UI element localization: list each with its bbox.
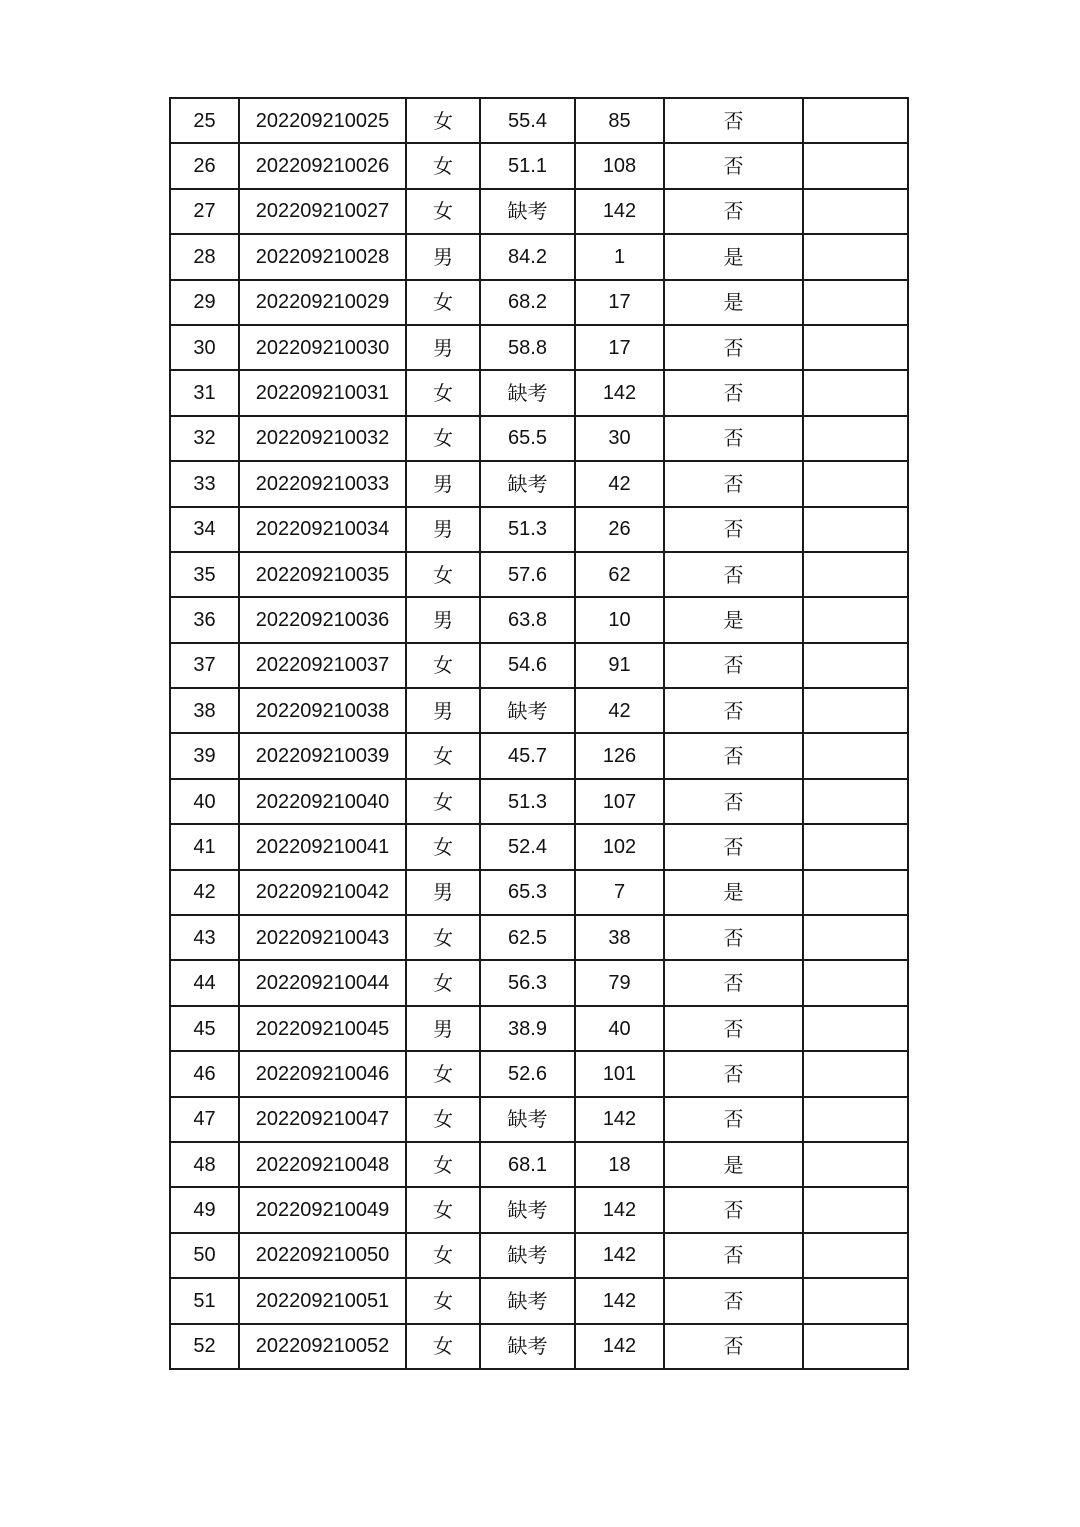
cell-gender: 女 (406, 1142, 480, 1187)
cell-rank: 10 (575, 597, 664, 642)
cell-qualified: 否 (664, 416, 803, 461)
cell-exam-id: 202209210052 (239, 1324, 406, 1369)
cell-score: 缺考 (480, 1278, 575, 1323)
cell-rank: 142 (575, 370, 664, 415)
cell-note (803, 507, 908, 552)
cell-gender: 女 (406, 143, 480, 188)
cell-note (803, 1324, 908, 1369)
table-row (170, 824, 908, 869)
cell-rank: 142 (575, 1187, 664, 1232)
cell-score: 缺考 (480, 688, 575, 733)
cell-exam-id: 202209210041 (239, 824, 406, 869)
cell-score: 45.7 (480, 733, 575, 778)
cell-exam-id: 202209210030 (239, 325, 406, 370)
cell-qualified: 否 (664, 189, 803, 234)
cell-score: 56.3 (480, 960, 575, 1005)
cell-exam-id: 202209210025 (239, 98, 406, 143)
cell-gender: 女 (406, 370, 480, 415)
table-row (170, 870, 908, 915)
cell-seq-no: 41 (170, 824, 239, 869)
cell-exam-id: 202209210028 (239, 234, 406, 279)
cell-note (803, 688, 908, 733)
cell-seq-no: 38 (170, 688, 239, 733)
cell-gender: 女 (406, 960, 480, 1005)
cell-qualified: 否 (664, 325, 803, 370)
cell-exam-id: 202209210044 (239, 960, 406, 1005)
cell-note (803, 234, 908, 279)
cell-rank: 142 (575, 1324, 664, 1369)
cell-gender: 男 (406, 688, 480, 733)
cell-exam-id: 202209210047 (239, 1097, 406, 1142)
cell-gender: 男 (406, 507, 480, 552)
cell-rank: 142 (575, 189, 664, 234)
cell-qualified: 是 (664, 870, 803, 915)
cell-seq-no: 44 (170, 960, 239, 1005)
cell-rank: 102 (575, 824, 664, 869)
cell-rank: 17 (575, 325, 664, 370)
cell-qualified: 否 (664, 915, 803, 960)
cell-exam-id: 202209210034 (239, 507, 406, 552)
cell-rank: 91 (575, 643, 664, 688)
cell-seq-no: 50 (170, 1233, 239, 1278)
cell-rank: 62 (575, 552, 664, 597)
cell-note (803, 733, 908, 778)
cell-note (803, 370, 908, 415)
cell-score: 缺考 (480, 370, 575, 415)
cell-note (803, 1278, 908, 1323)
cell-qualified: 是 (664, 1142, 803, 1187)
cell-gender: 女 (406, 1233, 480, 1278)
cell-gender: 男 (406, 234, 480, 279)
table-row (170, 779, 908, 824)
cell-exam-id: 202209210035 (239, 552, 406, 597)
cell-seq-no: 37 (170, 643, 239, 688)
cell-gender: 女 (406, 189, 480, 234)
cell-note (803, 280, 908, 325)
table-row (170, 688, 908, 733)
cell-seq-no: 47 (170, 1097, 239, 1142)
cell-exam-id: 202209210049 (239, 1187, 406, 1232)
cell-note (803, 597, 908, 642)
cell-exam-id: 202209210038 (239, 688, 406, 733)
cell-score: 缺考 (480, 1097, 575, 1142)
cell-exam-id: 202209210050 (239, 1233, 406, 1278)
table-row (170, 1187, 908, 1232)
cell-seq-no: 26 (170, 143, 239, 188)
cell-note (803, 643, 908, 688)
cell-qualified: 否 (664, 1278, 803, 1323)
cell-gender: 女 (406, 643, 480, 688)
table-row (170, 1142, 908, 1187)
cell-rank: 108 (575, 143, 664, 188)
cell-gender: 女 (406, 280, 480, 325)
cell-rank: 107 (575, 779, 664, 824)
cell-rank: 126 (575, 733, 664, 778)
cell-exam-id: 202209210040 (239, 779, 406, 824)
cell-qualified: 否 (664, 1097, 803, 1142)
cell-qualified: 否 (664, 1187, 803, 1232)
cell-note (803, 552, 908, 597)
table-row (170, 234, 908, 279)
cell-exam-id: 202209210046 (239, 1051, 406, 1096)
cell-score: 58.8 (480, 325, 575, 370)
cell-seq-no: 45 (170, 1006, 239, 1051)
cell-exam-id: 202209210045 (239, 1006, 406, 1051)
cell-qualified: 否 (664, 824, 803, 869)
cell-note (803, 1006, 908, 1051)
cell-note (803, 915, 908, 960)
cell-score: 55.4 (480, 98, 575, 143)
cell-qualified: 否 (664, 370, 803, 415)
cell-gender: 女 (406, 733, 480, 778)
cell-note (803, 143, 908, 188)
table-row (170, 1233, 908, 1278)
cell-note (803, 960, 908, 1005)
cell-note (803, 824, 908, 869)
cell-exam-id: 202209210033 (239, 461, 406, 506)
cell-score: 68.1 (480, 1142, 575, 1187)
cell-seq-no: 36 (170, 597, 239, 642)
cell-gender: 女 (406, 915, 480, 960)
cell-exam-id: 202209210037 (239, 643, 406, 688)
cell-gender: 女 (406, 552, 480, 597)
cell-note (803, 325, 908, 370)
cell-seq-no: 48 (170, 1142, 239, 1187)
cell-qualified: 否 (664, 98, 803, 143)
cell-rank: 79 (575, 960, 664, 1005)
cell-exam-id: 202209210031 (239, 370, 406, 415)
cell-score: 62.5 (480, 915, 575, 960)
table-row (170, 370, 908, 415)
cell-qualified: 否 (664, 960, 803, 1005)
cell-seq-no: 29 (170, 280, 239, 325)
cell-note (803, 1097, 908, 1142)
cell-note (803, 1142, 908, 1187)
cell-score: 缺考 (480, 189, 575, 234)
table-row (170, 597, 908, 642)
cell-seq-no: 34 (170, 507, 239, 552)
cell-qualified: 否 (664, 1051, 803, 1096)
cell-seq-no: 35 (170, 552, 239, 597)
cell-seq-no: 40 (170, 779, 239, 824)
table-row (170, 733, 908, 778)
cell-rank: 142 (575, 1233, 664, 1278)
cell-qualified: 否 (664, 461, 803, 506)
cell-gender: 女 (406, 1324, 480, 1369)
cell-qualified: 否 (664, 1324, 803, 1369)
cell-qualified: 否 (664, 552, 803, 597)
table-row (170, 643, 908, 688)
cell-rank: 1 (575, 234, 664, 279)
cell-note (803, 1187, 908, 1232)
cell-score: 缺考 (480, 461, 575, 506)
table-row (170, 143, 908, 188)
cell-exam-id: 202209210043 (239, 915, 406, 960)
cell-exam-id: 202209210032 (239, 416, 406, 461)
table-row (170, 1097, 908, 1142)
cell-gender: 男 (406, 870, 480, 915)
cell-score: 65.3 (480, 870, 575, 915)
cell-rank: 26 (575, 507, 664, 552)
cell-score: 51.1 (480, 143, 575, 188)
cell-seq-no: 51 (170, 1278, 239, 1323)
table-row (170, 1324, 908, 1369)
table-row (170, 325, 908, 370)
cell-score: 57.6 (480, 552, 575, 597)
cell-rank: 142 (575, 1097, 664, 1142)
cell-rank: 17 (575, 280, 664, 325)
cell-seq-no: 49 (170, 1187, 239, 1232)
cell-gender: 男 (406, 461, 480, 506)
cell-score: 52.6 (480, 1051, 575, 1096)
cell-gender: 女 (406, 98, 480, 143)
cell-seq-no: 32 (170, 416, 239, 461)
cell-qualified: 否 (664, 733, 803, 778)
table-row (170, 552, 908, 597)
cell-note (803, 779, 908, 824)
cell-score: 68.2 (480, 280, 575, 325)
cell-score: 63.8 (480, 597, 575, 642)
cell-seq-no: 30 (170, 325, 239, 370)
results-table-body (170, 98, 908, 1369)
table-row (170, 416, 908, 461)
table-row (170, 507, 908, 552)
cell-score: 65.5 (480, 416, 575, 461)
table-row (170, 1006, 908, 1051)
cell-note (803, 189, 908, 234)
cell-score: 38.9 (480, 1006, 575, 1051)
cell-seq-no: 52 (170, 1324, 239, 1369)
cell-rank: 42 (575, 688, 664, 733)
cell-note (803, 870, 908, 915)
cell-score: 缺考 (480, 1324, 575, 1369)
cell-seq-no: 25 (170, 98, 239, 143)
cell-rank: 142 (575, 1278, 664, 1323)
cell-rank: 7 (575, 870, 664, 915)
cell-rank: 85 (575, 98, 664, 143)
cell-qualified: 否 (664, 779, 803, 824)
cell-rank: 18 (575, 1142, 664, 1187)
cell-rank: 101 (575, 1051, 664, 1096)
cell-rank: 38 (575, 915, 664, 960)
cell-qualified: 是 (664, 234, 803, 279)
cell-gender: 女 (406, 779, 480, 824)
cell-seq-no: 43 (170, 915, 239, 960)
cell-note (803, 98, 908, 143)
cell-gender: 女 (406, 824, 480, 869)
cell-exam-id: 202209210027 (239, 189, 406, 234)
table-row (170, 1278, 908, 1323)
cell-gender: 女 (406, 416, 480, 461)
results-table (169, 97, 909, 1370)
cell-seq-no: 46 (170, 1051, 239, 1096)
cell-seq-no: 42 (170, 870, 239, 915)
cell-note (803, 1233, 908, 1278)
table-row (170, 98, 908, 143)
table-row (170, 1051, 908, 1096)
cell-seq-no: 27 (170, 189, 239, 234)
cell-seq-no: 39 (170, 733, 239, 778)
cell-score: 51.3 (480, 507, 575, 552)
cell-exam-id: 202209210036 (239, 597, 406, 642)
cell-note (803, 1051, 908, 1096)
table-row (170, 461, 908, 506)
cell-note (803, 416, 908, 461)
cell-rank: 42 (575, 461, 664, 506)
cell-gender: 男 (406, 1006, 480, 1051)
cell-gender: 女 (406, 1187, 480, 1232)
cell-qualified: 是 (664, 280, 803, 325)
cell-qualified: 否 (664, 143, 803, 188)
cell-qualified: 否 (664, 1233, 803, 1278)
table-row (170, 915, 908, 960)
cell-seq-no: 33 (170, 461, 239, 506)
table-row (170, 189, 908, 234)
cell-qualified: 否 (664, 643, 803, 688)
cell-score: 缺考 (480, 1187, 575, 1232)
cell-gender: 男 (406, 597, 480, 642)
table-row (170, 960, 908, 1005)
cell-rank: 30 (575, 416, 664, 461)
cell-exam-id: 202209210048 (239, 1142, 406, 1187)
cell-rank: 40 (575, 1006, 664, 1051)
cell-exam-id: 202209210029 (239, 280, 406, 325)
cell-note (803, 461, 908, 506)
cell-score: 54.6 (480, 643, 575, 688)
cell-score: 缺考 (480, 1233, 575, 1278)
cell-exam-id: 202209210039 (239, 733, 406, 778)
cell-qualified: 否 (664, 1006, 803, 1051)
cell-gender: 女 (406, 1051, 480, 1096)
cell-gender: 女 (406, 1097, 480, 1142)
cell-seq-no: 31 (170, 370, 239, 415)
cell-gender: 女 (406, 1278, 480, 1323)
cell-qualified: 否 (664, 688, 803, 733)
cell-exam-id: 202209210042 (239, 870, 406, 915)
cell-gender: 男 (406, 325, 480, 370)
cell-exam-id: 202209210051 (239, 1278, 406, 1323)
cell-seq-no: 28 (170, 234, 239, 279)
cell-score: 84.2 (480, 234, 575, 279)
cell-qualified: 否 (664, 507, 803, 552)
cell-score: 51.3 (480, 779, 575, 824)
cell-exam-id: 202209210026 (239, 143, 406, 188)
cell-qualified: 是 (664, 597, 803, 642)
cell-score: 52.4 (480, 824, 575, 869)
table-row (170, 280, 908, 325)
